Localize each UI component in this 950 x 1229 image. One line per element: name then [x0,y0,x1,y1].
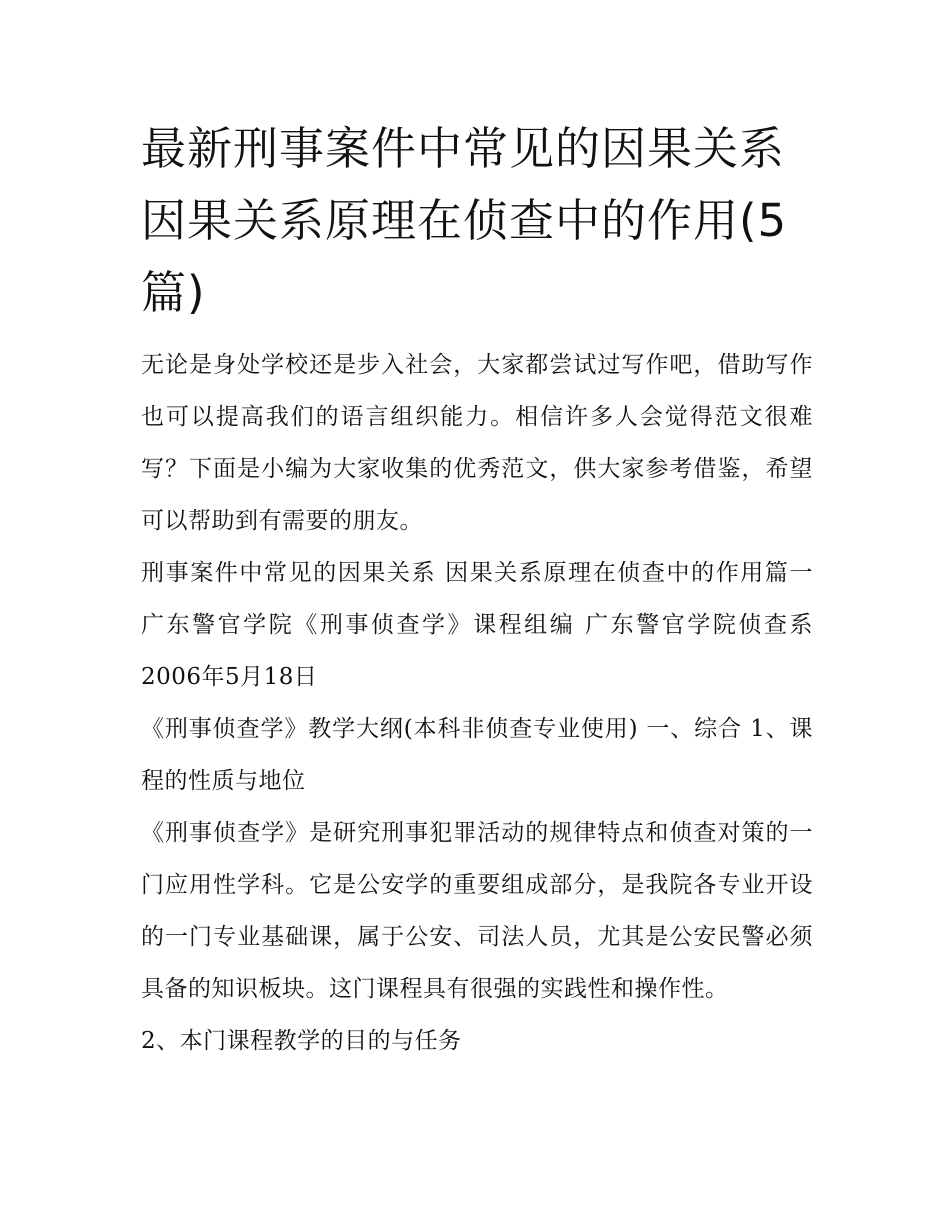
document-page [141,113,813,1067]
syllabus-title-paragraph: 《刑事侦查学》教学大纲(本科非侦查专业使用) 一、综合 1、课程的性质与地位 [141,716,813,794]
section-heading-paragraph: 刑事案件中常见的因果关系 因果关系原理在侦查中的作用篇一 广东警官学院《刑事侦查学》课程组编 广东警官学院侦查系 2006年5月18日 [141,560,813,690]
document-title: 最新刑事案件中常见的因果关系 因果关系原理在侦查中的作用(5篇) [141,122,788,319]
course-goals-heading: 2、本门课程教学的目的与任务 [141,1028,462,1054]
intro-paragraph: 无论是身处学校还是步入社会，大家都尝试过写作吧，借助写作也可以提高我们的语言组织能力。相信许多人会觉得范文很难写？下面是小编为大家收集的优秀范文，供大家参考借鉴，希望可以帮助到有需要的朋友。 [141,352,813,534]
course-nature-paragraph: 《刑事侦查学》是研究刑事犯罪活动的规律特点和侦查对策的一门应用性学科。它是公安学的重要组成部分，是我院各专业开设的一门专业基础课，属于公安、司法人员，尤其是公安民警必须具备的知识板块。这门课程具有很强的实践性和操作性。 [141,820,813,1002]
